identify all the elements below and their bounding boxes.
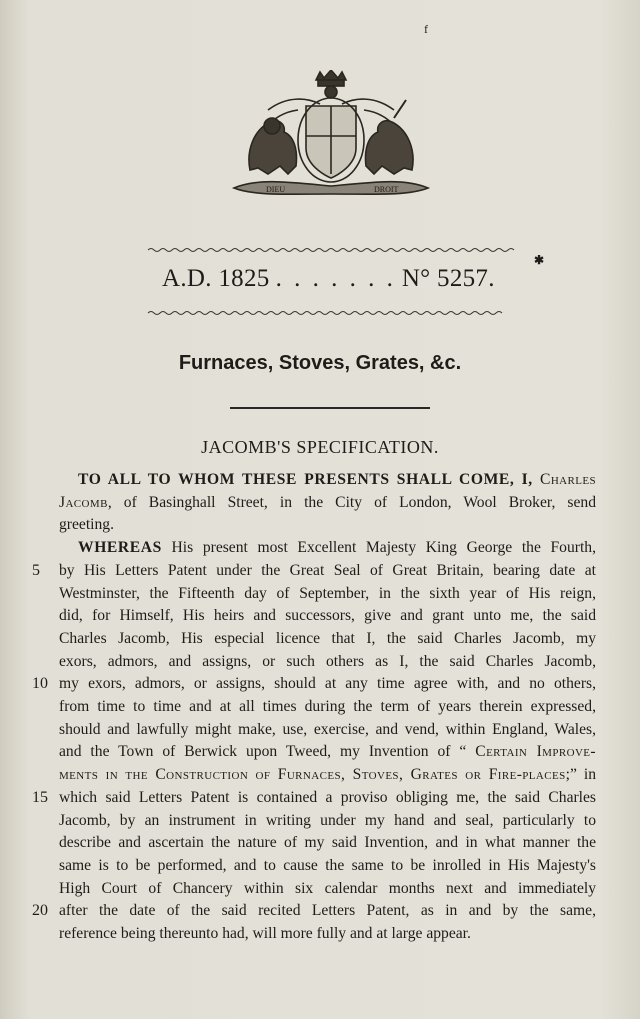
body-text-run: , of Basinghall Street, in the City of London, Wool Broker, send [107,493,596,511]
body-text-run: Westminster, the Fifteenth day of September, in the sixth year of His reign, [59,584,596,602]
body-line [59,764,596,786]
line-number: 20 [32,902,48,920]
body-text-run: did, for Himself, His heirs and successors, give and grant unto me, the said [59,607,596,625]
body-text-run: ments in the Construction of Furnaces, Stoves, Grates or Fire-places [59,766,566,784]
body-text-run: after the date of the said recited Letters Patent, as in and by the same, [59,902,596,920]
ornament-mark: ✱ [534,253,545,267]
royal-coat-of-arms-icon [228,70,434,200]
body-line [59,583,596,605]
body-text-run: reference being thereunto had, will more fully and at large appear. [59,925,471,942]
line-number: 15 [32,788,48,806]
crest-motto-right: DROIT [374,185,399,194]
body-text-run: from time to time and at all times during the term of years therein expressed, [59,698,596,715]
body-text-run: should and lawfully might make, use, exercise, and vend, within England, Wales, [59,720,596,738]
line-number: 10 [32,675,48,693]
body-text-run: which said Letters Patent is contained a proviso obliging me, the said Charles [59,788,596,806]
body-text-run: Charles Jacomb, His especial licence that I, the said Charles Jacomb, my [59,629,596,647]
body-line [78,469,596,491]
line-number: 5 [32,561,40,579]
body-text-run: Certain Improve- [475,743,596,761]
crest-motto-left: DIEU [266,185,286,194]
body-line [59,832,596,854]
body-text-run: His present most Excellent Majesty King George the Fourth, [161,539,596,557]
body-text-run: TO ALL TO WHOM THESE PRESENTS SHALL COME, I, [78,471,541,488]
body-line [59,810,596,832]
body-text-run: WHEREAS [78,539,162,557]
body-line [59,560,596,582]
ornamental-rule-bottom [0,308,640,318]
body-text-run: my exors, admors, or assigns, should at any time agree with, and no others, [59,675,596,693]
title-rule [230,407,430,409]
body-text-run: exors, admors, and assigns, or such others as I, the said Charles Jacomb, [59,652,596,670]
body-line [59,900,596,922]
body-line [59,855,596,877]
patent-number: N° 5257. [401,265,495,292]
body-text-run: same is to be performed, and to cause the same to be inrolled in His Majesty's [59,856,596,874]
body-line [59,514,596,536]
body-line [59,673,596,695]
body-text-run: ;” in [565,766,596,784]
body-text-run: Jacomb [59,493,108,511]
body-text-run: Jacomb, by an instrument in writing under my hand and seal, particularly to [59,811,596,829]
body-line [59,719,596,741]
body-line [59,605,596,627]
corner-mark: f [424,22,428,36]
body-line [59,651,596,673]
subject-title: Furnaces, Stoves, Grates, &c. [178,352,462,374]
body-line [78,537,596,559]
body-text-run: describe and ascertain the nature of my said Invention, and in what manner the [59,834,596,852]
body-text-run: by His Letters Patent under the Great Seal of Great Britain, bearing date at [59,561,596,579]
body-line [59,741,596,763]
body-line [59,628,596,650]
patent-year: A.D. 1825 [162,265,270,292]
specification-title: JACOMB'S SPECIFICATION. [201,437,439,457]
patent-heading [162,265,502,293]
body-text-run: Charles [540,471,596,488]
heading-dots: . . . . . . . [275,265,396,292]
body-line [59,696,596,718]
body-line [59,787,596,809]
body-line [59,492,596,514]
body-text-run: greeting. [59,516,114,534]
body-line [59,878,596,900]
body-text-run: High Court of Chancery within six calendar months next and immediately [59,879,596,897]
body-text-run: and the Town of Berwick upon Tweed, my Invention of “ [59,743,476,761]
body-line [59,923,596,945]
